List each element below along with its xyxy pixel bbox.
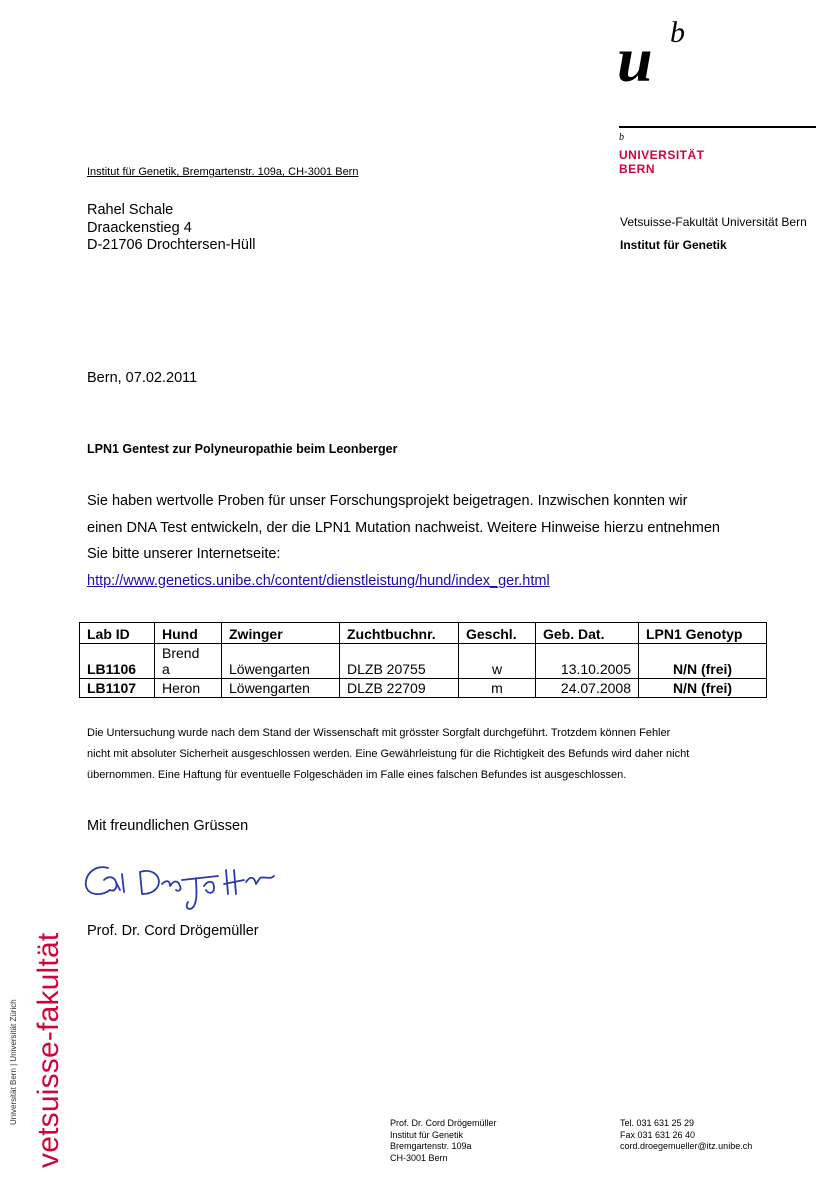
table-row	[80, 644, 767, 679]
sender-faculty: Vetsuisse-Fakultät Universität Bern	[620, 215, 807, 229]
vetsuisse-universities: Universität Bern | Universität Zürich	[9, 999, 18, 1125]
logo-u: u	[617, 24, 653, 95]
footer-fax: Fax 031 631 26 40	[620, 1129, 696, 1140]
university-line1: UNIVERSITÄT	[619, 148, 705, 162]
sender-institute: Institut für Genetik	[620, 238, 727, 252]
cell-geb-dat: 13.10.2005	[536, 644, 639, 679]
footer-name: Prof. Dr. Cord Drögemüller	[390, 1118, 497, 1128]
cell-genotyp: N/N (frei)	[639, 644, 767, 679]
cell-zwinger: Löwengarten	[222, 644, 340, 679]
footer-email[interactable]: cord.droegemueller@itz.unibe.ch	[620, 1141, 753, 1151]
body-line-2: einen DNA Test entwickeln, der die LPN1 Mutation nachweist. Weitere Hinweise hierzu entnehmen	[87, 519, 720, 536]
recipient-street: Draackenstieg 4	[87, 219, 192, 236]
letter-subject: LPN1 Gentest zur Polyneuropathie beim Leonberger	[87, 442, 398, 456]
body-line-1: Sie haben wertvolle Proben für unser Forschungsprojekt beigetragen. Inzwischen konnten wir	[87, 493, 688, 509]
university-name	[619, 148, 705, 176]
university-line2: BERN	[619, 162, 656, 176]
logo-b: b	[670, 16, 685, 49]
cell-zuchtbuch: DLZB 22709	[340, 679, 459, 698]
cell-geschl: m	[459, 679, 536, 698]
letter-body	[87, 488, 777, 594]
recipient-address	[87, 202, 255, 255]
footer-tel: Tel. 031 631 25 29	[620, 1118, 695, 1128]
disclaimer-line-2: nicht mit absoluter Sicherheit ausgeschlossen werden. Eine Gewährleistung für die Richtigkeit des Befunds wird daher nicht	[87, 748, 690, 760]
table-row	[80, 679, 767, 698]
cell-geschl: w	[459, 644, 536, 679]
footer-address	[390, 1118, 497, 1164]
signature	[78, 850, 298, 920]
recipient-city: D-21706 Drochtersen-Hüll	[87, 237, 256, 253]
cell-zwinger: Löwengarten	[222, 679, 340, 698]
cell-geb-dat: 24.07.2008	[536, 679, 639, 698]
cell-hund	[155, 644, 222, 679]
letter-date: Bern, 07.02.2011	[87, 370, 198, 386]
cell-hund: Heron	[155, 679, 222, 698]
header-zuchtbuchnr: Zuchtbuchnr.	[340, 623, 459, 644]
disclaimer-line-3: übernommen. Eine Haftung für eventuelle Folgeschäden im Falle eines falschen Befundes ist ausgeschlossen.	[87, 769, 627, 781]
header-geschl: Geschl.	[459, 623, 536, 644]
header-hund: Hund	[155, 623, 222, 644]
footer-city: CH-3001 Bern	[390, 1152, 448, 1163]
cell-hund-line2: a	[162, 661, 170, 677]
vetsuisse-brand: vetsuisse-fakultät	[32, 932, 65, 1168]
header-zwinger: Zwinger	[222, 623, 340, 644]
header-geb-dat: Geb. Dat.	[536, 623, 639, 644]
header-genotyp: LPN1 Genotyp	[639, 623, 767, 644]
results-table	[79, 622, 767, 698]
disclaimer	[87, 723, 787, 786]
website-link[interactable]: http://www.genetics.unibe.ch/content/dienstleistung/hund/index_ger.html	[87, 572, 550, 589]
footer-contact	[620, 1118, 752, 1153]
cell-lab-id: LB1107	[80, 679, 155, 698]
logo-small-b: b	[619, 132, 624, 143]
disclaimer-line-1: Die Untersuchung wurde nach dem Stand der Wissenschaft mit grösster Sorgfalt durchgeführt. Trotzdem können Fehler	[87, 727, 671, 739]
cell-zuchtbuch: DLZB 20755	[340, 644, 459, 679]
body-line-3: Sie bitte unserer Internetseite:	[87, 546, 281, 562]
recipient-name: Rahel Schale	[87, 202, 174, 218]
return-address: Institut für Genetik, Bremgartenstr. 109a, CH-3001 Bern	[87, 166, 359, 178]
cell-lab-id: LB1106	[80, 644, 155, 679]
footer-street: Bremgartenstr. 109a	[390, 1141, 472, 1151]
footer-institute: Institut für Genetik	[390, 1129, 464, 1140]
signer-name: Prof. Dr. Cord Drögemüller	[87, 923, 259, 939]
table-header-row	[80, 623, 767, 644]
header-lab-id: Lab ID	[80, 623, 155, 644]
closing-greeting: Mit freundlichen Grüssen	[87, 818, 249, 834]
logo-divider	[619, 126, 816, 128]
cell-genotyp: N/N (frei)	[639, 679, 767, 698]
cell-hund-line1: Brend	[162, 645, 200, 661]
